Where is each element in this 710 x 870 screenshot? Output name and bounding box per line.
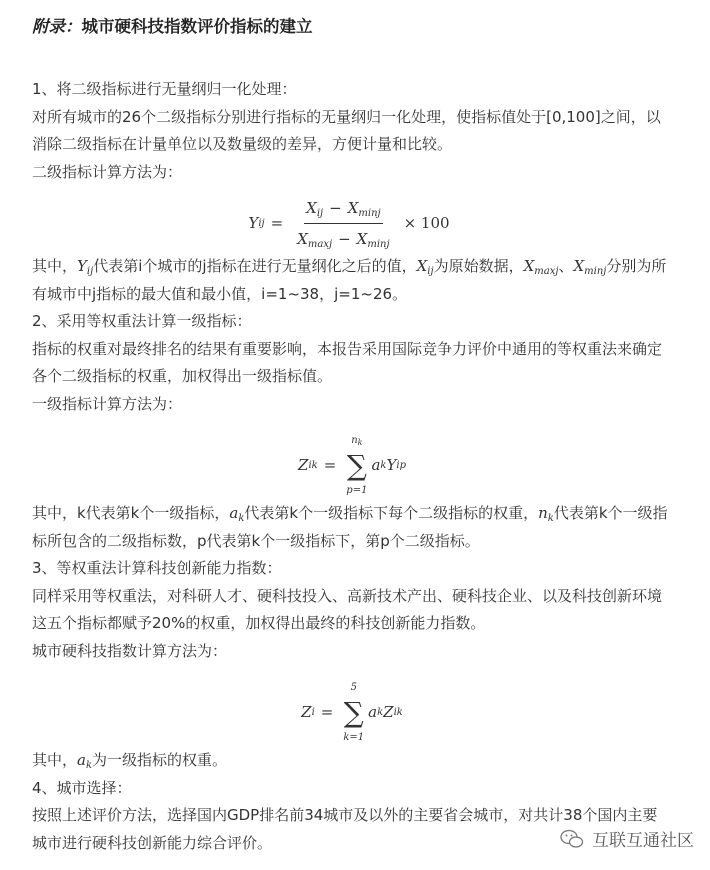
section-1-method-label: 二级指标计算方法为：	[32, 162, 183, 181]
section-1-paragraph: 对所有城市的26个二级指标分别进行指标的无量纲归一化处理，使指标值处于[0,100]之间，以消除二级指标在计量单位以及数量级的差异，方便计量和比较。	[32, 107, 661, 153]
wechat-icon	[560, 829, 584, 849]
formula-normalization: Y ij = $\frac{X_{ij} - X_{minj}}{X_{maxj} - X_{minj}}$ × 100	[32, 196, 672, 251]
section-2-heading: 2、采用等权重法计算一级指标：	[32, 312, 252, 330]
section-4-heading: 4、城市选择：	[32, 778, 132, 797]
section-4-paragraph: 按照上述评价方法，选择国内GDP排名前34城市及以外的主要省会城市，对共计38个国内主要城市进行硬科技创新能力综合评价。	[32, 806, 658, 852]
section-3-heading: 3、等权重法计算科技创新能力指数：	[32, 559, 282, 577]
section-3-note: 其中，$a_k$为一级指标的权重。	[32, 751, 228, 771]
formula-first-level: Z ik = $n_k$ ∑ p=1 a k Y ip	[298, 435, 406, 496]
watermark	[560, 826, 694, 851]
document	[32, 12, 672, 857]
section-2-paragraph: 指标的权重对最终排名的结果有重要影响，本报告采用国际竞争力评价中通用的等权重法来确定各个二级指标的权重，加权得出一级指标值。	[32, 339, 663, 385]
formula-city-index: Z i = 5 ∑ k=1 a k Z ik	[301, 682, 403, 743]
section-3-paragraph: 同样采用等权重法，对科研人才、硬科技投入、高新技术产出、硬科技企业、以及科技创新环境这五个指标都赋予20%的权重，加权得出最终的科技创新能力指数。	[32, 586, 663, 632]
section-1-heading: 1、将二级指标进行无量纲归一化处理：	[32, 80, 297, 98]
page-title: 附录：城市硬科技指数评价指标的建立	[32, 17, 313, 36]
watermark-text: 互联互通社区	[592, 831, 694, 851]
section-2-note: 其中，k代表第k个一级指标，$a_k$代表第k个一级指标下每个二级指标的权重，$n_k$代表第k个一级指标所包含的二级指标数，p代表第k个一级指标下，第p个二级指标。	[32, 504, 668, 550]
section-3-method-label: 城市硬科技指数计算方法为：	[32, 641, 228, 660]
section-2-method-label: 一级指标计算方法为：	[32, 394, 183, 413]
section-1-note: 其中，$Y_{ij}$代表第i个城市的j指标在进行无量纲化之后的值，$X_{ij}$为原始数据，$X_{maxj}$、$X_{minj}$分别为所有城市中j指标的最大值和最小值，i=1~38，j=1~26。	[32, 257, 667, 303]
